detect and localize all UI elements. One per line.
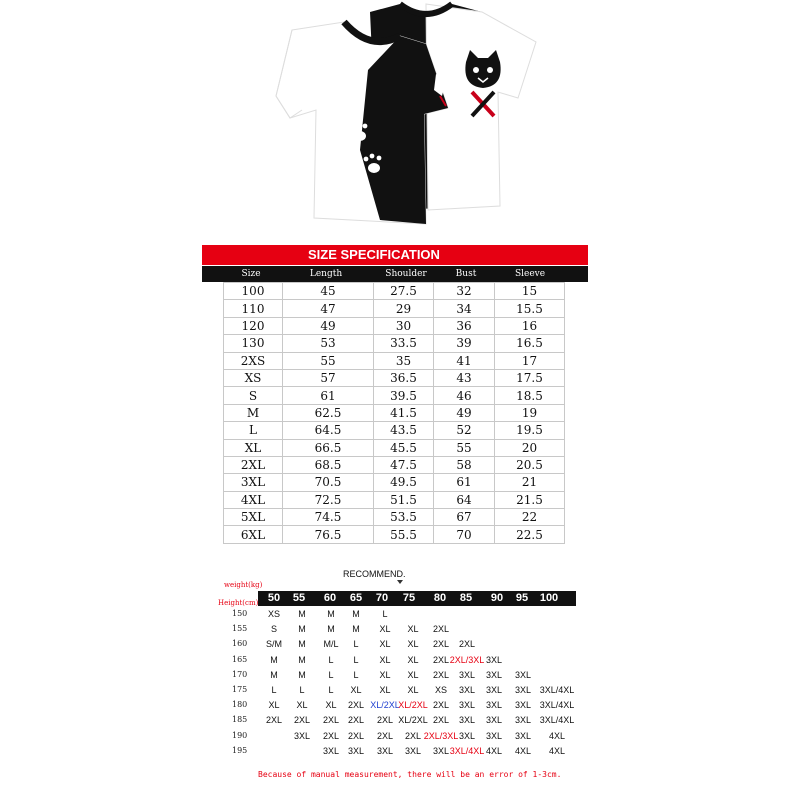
- table-cell: 52: [434, 422, 495, 439]
- table-cell: 27.5: [374, 283, 434, 300]
- recommend-cell: 2XL: [347, 715, 365, 726]
- table-cell: 15.5: [495, 300, 565, 317]
- weight-value: 70: [375, 592, 389, 604]
- recommend-cell: 3XL/4XL: [539, 685, 575, 695]
- weight-value: 60: [323, 592, 337, 604]
- weight-value: 80: [433, 592, 447, 604]
- table-cell: 41: [434, 352, 495, 369]
- table-cell: 15: [495, 283, 565, 300]
- recommend-cell: XL: [407, 639, 419, 650]
- table-cell: 47.5: [374, 456, 434, 473]
- recommend-cell: XL: [379, 624, 391, 635]
- table-row: [224, 509, 565, 526]
- table-row: [224, 491, 565, 508]
- weight-value: 100: [539, 592, 559, 604]
- recommend-cell: XL: [407, 654, 419, 665]
- table-cell: 2XL: [224, 456, 283, 473]
- recommend-cell: 4XL: [548, 730, 566, 741]
- recommend-cell: M: [327, 609, 335, 619]
- table-cell: 55: [434, 439, 495, 456]
- table-cell: 72.5: [283, 491, 374, 508]
- recommend-cell: XS: [267, 609, 281, 619]
- recommend-cell: 3XL: [458, 730, 476, 741]
- table-cell: 62.5: [283, 404, 374, 421]
- table-row: [224, 404, 565, 421]
- table-cell: 19: [495, 404, 565, 421]
- table-cell: 53: [283, 335, 374, 352]
- height-value: 160: [232, 639, 248, 649]
- table-cell: 29: [374, 300, 434, 317]
- table-cell: 45.5: [374, 439, 434, 456]
- recommend-cell: 2XL/3XL: [449, 654, 485, 665]
- table-cell: 61: [434, 474, 495, 491]
- recommend-cell: 3XL: [458, 715, 476, 726]
- height-value: 170: [232, 669, 248, 679]
- recommend-cell: 2XL: [432, 654, 450, 665]
- height-value: 185: [232, 715, 248, 725]
- table-cell: 33.5: [374, 335, 434, 352]
- recommend-cell: 2XL: [458, 639, 476, 650]
- recommend-cell: L: [353, 639, 359, 650]
- recommend-cell: 3XL: [458, 685, 476, 695]
- recommend-cell: XL: [379, 669, 391, 680]
- table-cell: 55.5: [374, 526, 434, 543]
- table-cell: 36.5: [374, 369, 434, 386]
- recommend-cell: M: [270, 654, 278, 665]
- spec-header-size: Size: [241, 269, 261, 279]
- height-value: 155: [232, 624, 248, 634]
- recommend-cell: M: [298, 624, 306, 635]
- table-row: [224, 422, 565, 439]
- table-cell: 61: [283, 387, 374, 404]
- table-cell: 49: [283, 317, 374, 334]
- table-cell: 20.5: [495, 456, 565, 473]
- table-cell: 22.5: [495, 526, 565, 543]
- table-cell: 64: [434, 491, 495, 508]
- height-label: Height(cm): [218, 599, 259, 607]
- recommend-cell: 3XL/4XL: [539, 715, 575, 726]
- recommend-title: RECOMMEND.: [343, 569, 406, 579]
- table-row: [224, 335, 565, 352]
- table-cell: 110: [224, 300, 283, 317]
- table-cell: 49.5: [374, 474, 434, 491]
- recommend-cell: XL/2XL: [370, 700, 400, 711]
- weight-value: 85: [459, 592, 473, 604]
- recommend-cell: 2XL: [265, 715, 283, 726]
- recommend-cell: 3XL/4XL: [539, 700, 575, 711]
- table-cell: 47: [283, 300, 374, 317]
- recommend-cell: 3XL: [432, 745, 450, 756]
- spec-title: SIZE SPECIFICATION: [308, 247, 440, 262]
- recommend-cell: M: [298, 639, 306, 650]
- table-cell: 21: [495, 474, 565, 491]
- weight-value: 65: [349, 592, 363, 604]
- recommend-cell: 2XL: [347, 700, 365, 711]
- recommend-cell: 4XL: [485, 745, 503, 756]
- recommend-cell: 2XL: [347, 730, 365, 741]
- spec-header-sleeve: Sleeve: [514, 269, 546, 279]
- recommend-cell: M: [327, 624, 335, 635]
- table-cell: 43.5: [374, 422, 434, 439]
- table-cell: 58: [434, 456, 495, 473]
- recommend-cell: XL: [325, 700, 337, 711]
- table-cell: 70.5: [283, 474, 374, 491]
- table-cell: 76.5: [283, 526, 374, 543]
- table-cell: 18.5: [495, 387, 565, 404]
- recommend-cell: 2XL: [322, 730, 340, 741]
- height-value: 180: [232, 700, 248, 710]
- recommend-cell: 2XL: [293, 715, 311, 726]
- recommend-cell: 3XL: [458, 700, 476, 711]
- spec-header-length: Length: [309, 269, 343, 279]
- table-cell: 16: [495, 317, 565, 334]
- table-cell: 57: [283, 369, 374, 386]
- table-cell: L: [224, 422, 283, 439]
- recommend-cell: 3XL: [485, 730, 503, 741]
- table-cell: 17.5: [495, 369, 565, 386]
- table-cell: 34: [434, 300, 495, 317]
- table-cell: 6XL: [224, 526, 283, 543]
- spec-header-bust: Bust: [455, 269, 477, 279]
- recommend-cell: 2XL: [432, 639, 450, 650]
- recommend-cell: 2XL: [432, 700, 450, 711]
- table-row: [224, 352, 565, 369]
- table-cell: 3XL: [224, 474, 283, 491]
- table-row: [224, 300, 565, 317]
- table-cell: 22: [495, 509, 565, 526]
- table-cell: XL: [224, 439, 283, 456]
- recommend-cell: M: [352, 609, 360, 619]
- table-cell: M: [224, 404, 283, 421]
- recommend-cell: XL: [379, 639, 391, 650]
- recommend-cell: M/L: [323, 639, 339, 650]
- recommend-cell: L: [328, 685, 334, 695]
- recommend-cell: 3XL: [485, 685, 503, 695]
- recommend-cell: XL: [407, 669, 419, 680]
- recommend-cell: 3XL: [485, 669, 503, 680]
- table-row: [224, 474, 565, 491]
- recommend-cell: M: [298, 669, 306, 680]
- recommend-cell: XS: [434, 685, 448, 695]
- recommend-cell: XL: [350, 685, 362, 695]
- table-cell: 43: [434, 369, 495, 386]
- arrow-down-icon: [397, 580, 403, 584]
- recommend-cell: 3XL: [404, 745, 422, 756]
- recommend-cell: M: [298, 654, 306, 665]
- weight-value: 50: [267, 592, 281, 604]
- table-cell: S: [224, 387, 283, 404]
- recommend-cell: XL: [296, 700, 308, 711]
- recommend-cell: 3XL: [322, 745, 340, 756]
- weight-value: 90: [490, 592, 504, 604]
- size-spec-table: [223, 282, 565, 544]
- weight-value: 55: [292, 592, 306, 604]
- height-value: 195: [232, 745, 248, 755]
- table-cell: 68.5: [283, 456, 374, 473]
- recommend-cell: 3XL: [514, 715, 532, 726]
- recommend-cell: 3XL: [485, 700, 503, 711]
- height-value: 175: [232, 685, 248, 694]
- table-cell: 39.5: [374, 387, 434, 404]
- recommend-cell: 3XL/4XL: [449, 745, 485, 756]
- table-cell: 70: [434, 526, 495, 543]
- table-cell: 32: [434, 283, 495, 300]
- recommend-cell: 2XL: [432, 715, 450, 726]
- recommend-cell: XL: [379, 685, 391, 695]
- recommend-cell: 2XL: [322, 715, 340, 726]
- table-cell: 17: [495, 352, 565, 369]
- recommend-cell: L: [353, 654, 359, 665]
- table-row: [224, 369, 565, 386]
- recommend-cell: 3XL: [514, 685, 532, 695]
- recommend-cell: 3XL: [376, 745, 394, 756]
- recommend-cell: 2XL: [376, 715, 394, 726]
- recommend-cell: 3XL: [458, 669, 476, 680]
- recommend-cell: XL/2XL: [398, 700, 428, 711]
- recommend-cell: 2XL/3XL: [423, 730, 459, 741]
- table-cell: 20: [495, 439, 565, 456]
- table-cell: 74.5: [283, 509, 374, 526]
- table-cell: 30: [374, 317, 434, 334]
- weight-label: weight(kg): [224, 581, 263, 589]
- recommend-cell: 3XL: [485, 715, 503, 726]
- recommend-cell: 2XL: [376, 730, 394, 741]
- table-cell: XS: [224, 369, 283, 386]
- table-cell: 130: [224, 335, 283, 352]
- recommend-cell: L: [353, 669, 359, 680]
- weight-value: 75: [402, 592, 416, 604]
- front-tshirt: [276, 22, 448, 224]
- height-value: 165: [232, 654, 248, 664]
- table-row: [224, 387, 565, 404]
- recommend-cell: S: [270, 624, 278, 635]
- table-cell: 16.5: [495, 335, 565, 352]
- weight-header-bar: [258, 591, 576, 606]
- recommend-cell: XL: [268, 700, 280, 711]
- table-cell: 2XS: [224, 352, 283, 369]
- table-cell: 49: [434, 404, 495, 421]
- table-cell: 36: [434, 317, 495, 334]
- spec-header-row: [202, 266, 588, 282]
- recommend-cell: 2XL: [432, 624, 450, 635]
- recommend-cell: 3XL: [514, 730, 532, 741]
- recommend-cell: 3XL: [293, 730, 311, 741]
- height-value: 190: [232, 730, 248, 740]
- table-cell: 35: [374, 352, 434, 369]
- table-cell: 46: [434, 387, 495, 404]
- recommend-cell: 4XL: [548, 745, 566, 756]
- recommend-cell: S/M: [265, 639, 283, 650]
- recommend-cell: 3XL: [514, 669, 532, 680]
- recommend-cell: L: [271, 685, 277, 695]
- measurement-note: Because of manual measurement, there will be an error of 1-3cm.: [258, 770, 562, 779]
- table-cell: 100: [224, 283, 283, 300]
- table-cell: 120: [224, 317, 283, 334]
- recommend-cell: 3XL: [514, 700, 532, 711]
- recommend-cell: 2XL: [432, 669, 450, 680]
- table-cell: 67: [434, 509, 495, 526]
- table-cell: 55: [283, 352, 374, 369]
- recommend-cell: XL: [407, 685, 419, 695]
- table-cell: 39: [434, 335, 495, 352]
- height-value: 150: [232, 609, 248, 618]
- recommend-cell: 4XL: [514, 745, 532, 756]
- table-cell: 41.5: [374, 404, 434, 421]
- recommend-cell: L: [328, 669, 334, 680]
- table-row: [224, 283, 565, 300]
- recommend-cell: XL/2XL: [398, 715, 428, 726]
- table-row: [224, 439, 565, 456]
- product-image: [250, 0, 550, 240]
- recommend-cell: 3XL: [485, 654, 503, 665]
- recommend-cell: L: [299, 685, 305, 695]
- recommend-cell: M: [298, 609, 306, 619]
- recommend-cell: L: [382, 609, 388, 619]
- recommend-cell: L: [328, 654, 334, 665]
- recommend-cell: M: [352, 624, 360, 635]
- table-cell: 66.5: [283, 439, 374, 456]
- weight-value: 95: [515, 592, 529, 604]
- table-cell: 45: [283, 283, 374, 300]
- table-cell: 4XL: [224, 491, 283, 508]
- table-cell: 53.5: [374, 509, 434, 526]
- table-cell: 5XL: [224, 509, 283, 526]
- recommend-cell: XL: [407, 624, 419, 635]
- spec-header-shoulder: Shoulder: [385, 269, 427, 279]
- recommend-cell: XL: [379, 654, 391, 665]
- recommend-cell: 2XL: [404, 730, 422, 741]
- table-cell: 21.5: [495, 491, 565, 508]
- table-cell: 19.5: [495, 422, 565, 439]
- table-row: [224, 317, 565, 334]
- recommend-cell: M: [270, 669, 278, 680]
- recommend-cell: 3XL: [347, 745, 365, 756]
- table-cell: 64.5: [283, 422, 374, 439]
- table-row: [224, 526, 565, 543]
- table-row: [224, 456, 565, 473]
- table-cell: 51.5: [374, 491, 434, 508]
